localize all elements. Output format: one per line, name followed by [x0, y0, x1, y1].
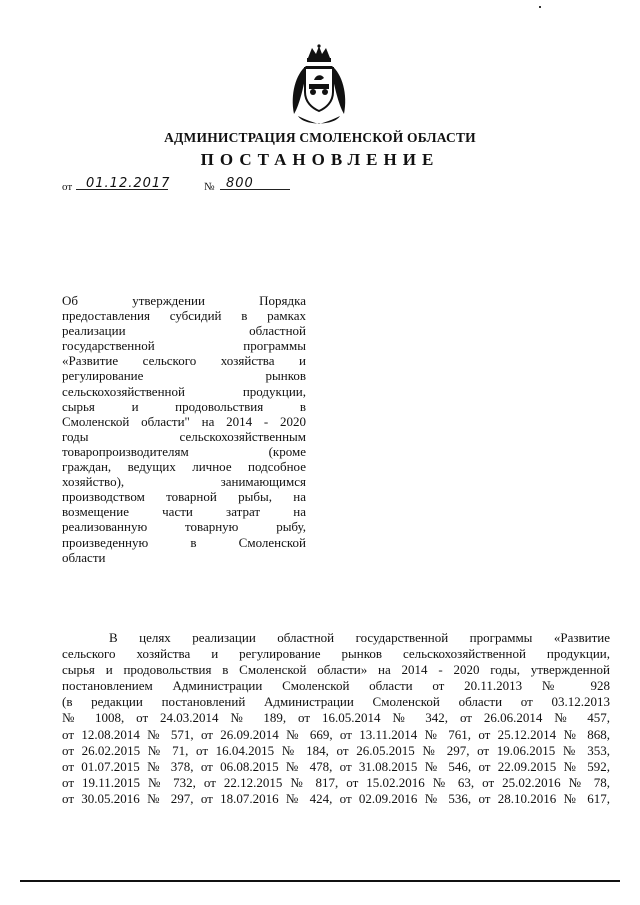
- subject-line: сельскохозяйственной продукции,: [62, 383, 306, 399]
- smolensk-coat-of-arms-icon: [288, 44, 350, 128]
- body-paragraph: [62, 630, 610, 807]
- body-line: сельского хозяйства и регулирование рынков сельскохозяйственной продукции,: [62, 646, 610, 662]
- subject-line: реализации областной: [62, 323, 306, 339]
- subject-line: предоставления субсидий в рамках: [62, 308, 306, 324]
- body-line: от 01.07.2015 № 378, от 06.08.2015 № 478, от 31.08.2015 № 546, от 22.09.2015 № 592,: [62, 758, 610, 774]
- subject-line: Смоленской области" на 2014 - 2020: [62, 413, 306, 429]
- body-line: сырья и продовольствия в Смоленской области» на 2014 - 2020 годы, утвержденной: [62, 662, 610, 678]
- subject-line: возмещение части затрат на: [62, 504, 306, 520]
- subject-line: сырья и продовольствия в: [62, 398, 306, 414]
- subject-line: регулирование рынков: [62, 368, 306, 384]
- subject-line: граждан, ведущих личное подсобное: [62, 459, 306, 475]
- body-line: постановлением Администрации Смоленской области от 20.11.2013 № 928: [62, 678, 610, 694]
- body-line: от 12.08.2014 № 571, от 26.09.2014 № 669, от 13.11.2014 № 761, от 25.12.2014 № 868,: [62, 726, 610, 742]
- document-number: 800: [220, 176, 290, 190]
- subject-line: области: [62, 549, 106, 565]
- body-line: от 26.02.2015 № 71, от 16.04.2015 № 184, от 26.05.2015 № 297, от 19.06.2015 № 353,: [62, 742, 610, 758]
- subject-line: товаропроизводителям (кроме: [62, 443, 306, 459]
- date-prefix: от: [62, 181, 73, 193]
- bottom-rule: [20, 880, 620, 882]
- subject-line: государственной программы: [62, 338, 306, 354]
- body-line: (в редакции постановлений Администрации Смоленской области от 03.12.2013: [62, 694, 610, 710]
- subject-line: произведенную в Смоленской: [62, 534, 306, 550]
- subject-line: Об утверждении Порядка: [62, 293, 306, 308]
- body-line: № 1008, от 24.03.2014 № 189, от 16.05.2014 № 342, от 26.06.2014 № 457,: [62, 710, 610, 726]
- date-number-line: [62, 176, 302, 194]
- body-line: В целях реализации областной государственной программы «Развитие: [109, 630, 610, 645]
- document-date: 01.12.2017: [76, 176, 168, 190]
- document-type-title: ПОСТАНОВЛЕНИЕ: [200, 150, 440, 169]
- subject-line: «Развитие сельского хозяйства и: [62, 353, 306, 369]
- scan-speck: [539, 6, 541, 8]
- subject-line: годы сельскохозяйственным: [62, 428, 306, 444]
- subject-line: производством товарной рыбы, на: [62, 489, 306, 505]
- number-label: №: [204, 181, 215, 193]
- body-line: от 30.05.2016 № 297, от 18.07.2016 № 424, от 02.09.2016 № 536, от 28.10.2016 № 617,: [62, 790, 610, 806]
- body-line: от 19.11.2015 № 732, от 22.12.2015 № 817, от 15.02.2016 № 63, от 25.02.2016 № 78,: [62, 774, 610, 790]
- organization-name: АДМИНИСТРАЦИЯ СМОЛЕНСКОЙ ОБЛАСТИ: [164, 130, 476, 145]
- document-subject: [62, 293, 306, 565]
- subject-line: хозяйство), занимающимся: [62, 474, 306, 490]
- subject-line: реализованную товарную рыбу,: [62, 519, 306, 535]
